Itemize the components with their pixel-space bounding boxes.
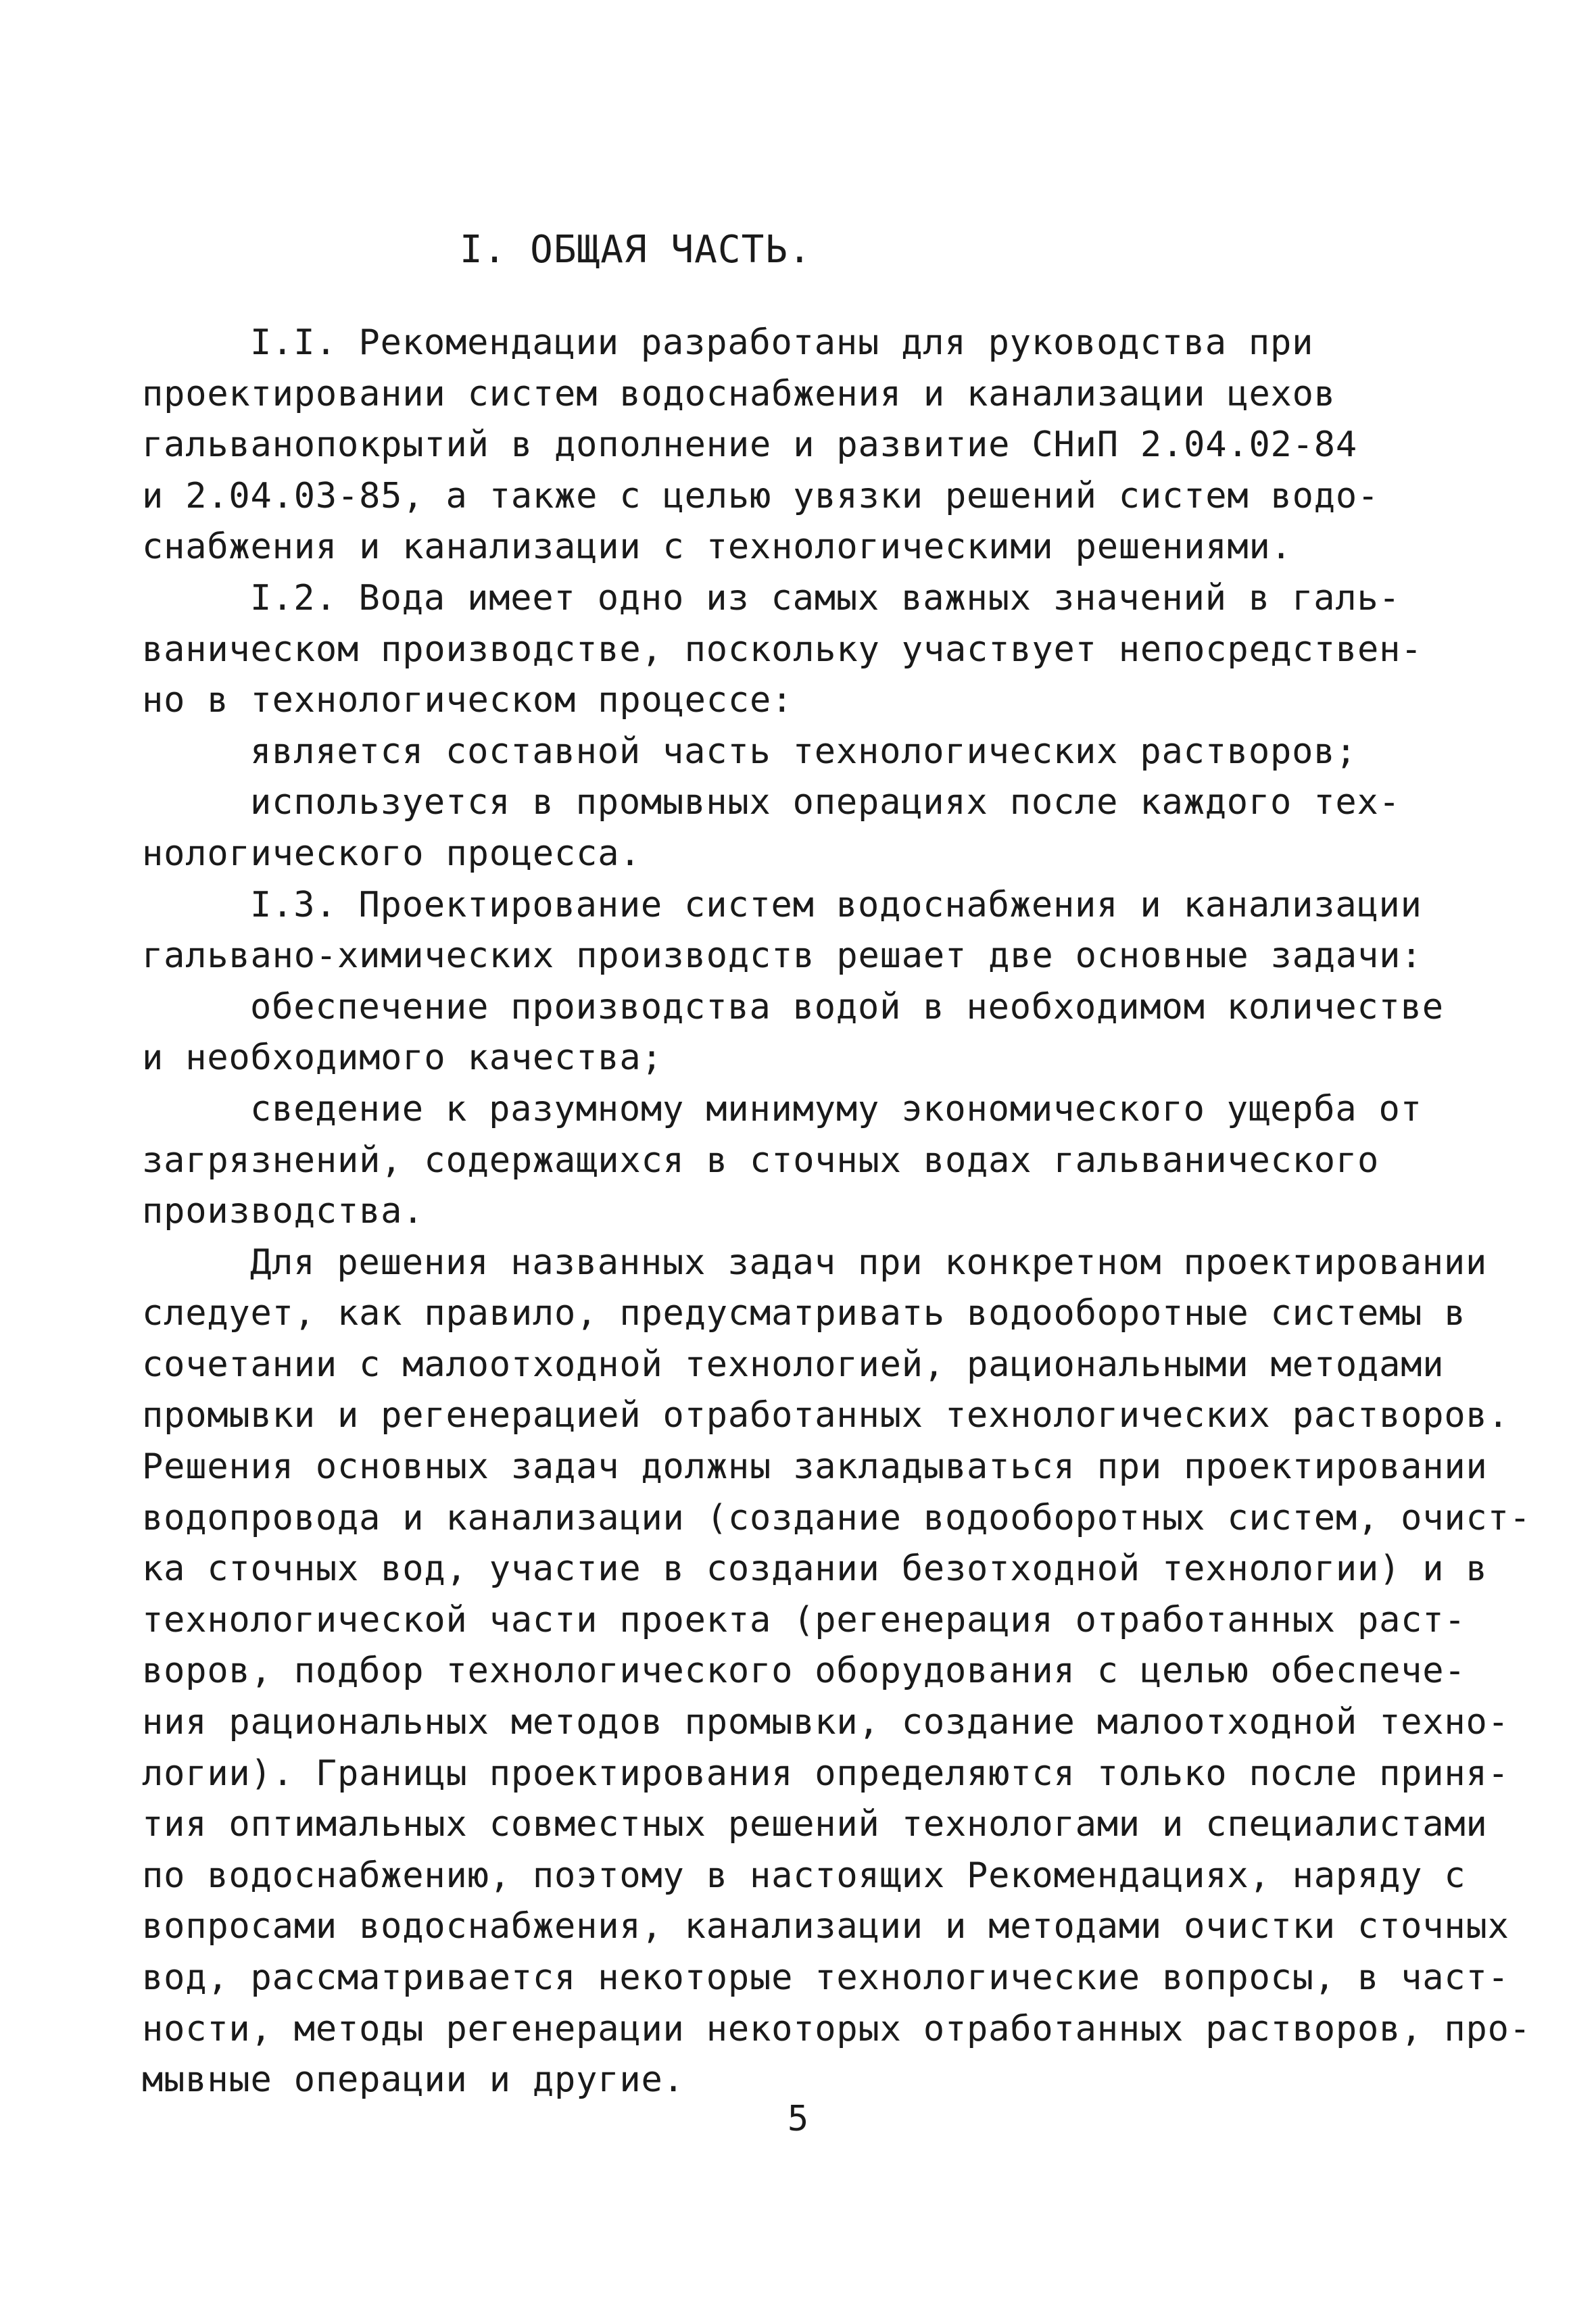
text-line: гальванопокрытий в дополнение и развитие СНиП 2.04.02-84 [142,424,1357,466]
text-line: I.I. Рекомендации разработаны для руководства при [250,322,1314,363]
text-line: логии). Границы проектирования определяются только после приня- [142,1753,1509,1794]
page-number: 5 [787,2099,809,2139]
text-line: вопросами водоснабжения, канализации и методами очистки сточных [142,1906,1509,1947]
text-line: мывные операции и другие. [142,2060,685,2101]
text-line: производства. [142,1191,425,1232]
text-line: ния рациональных методов промывки, создание малоотходной техно- [142,1702,1509,1743]
text-line: I.3. Проектирование систем водоснабжения и канализации [250,884,1422,925]
text-line: используется в промывных операциях после каждого тех- [250,782,1401,823]
text-line: является составной часть технологических растворов; [250,731,1357,772]
text-line: и необходимого качества; [142,1038,663,1079]
section-heading: I. ОБЩАЯ ЧАСТЬ. [460,228,812,272]
text-line: сочетании с малоотходной технологией, рациональными методами [142,1344,1445,1385]
text-line: I.2. Вода имеет одно из самых важных значений в галь- [250,577,1401,618]
text-line: гальвано-химических производств решает две основные задачи: [142,935,1423,977]
text-line: вод, рассматривается некоторые технологические вопросы, в част- [142,1957,1509,1998]
text-line: нологического процесса. [142,833,642,874]
text-line: технологической части проекта (регенерация отработанных раст- [142,1599,1466,1640]
text-line: ваническом производстве, поскольку участвует непосредствен- [142,629,1423,670]
body-text [142,318,1531,2106]
text-line: снабжения и канализации с технологическими решениями. [142,527,1292,568]
text-line: по водоснабжению, поэтому в настоящих Рекомендациях, наряду с [142,1855,1466,1896]
text-line: Для решения названных задач при конкретном проектировании [250,1242,1488,1283]
text-line: тия оптимальных совместных решений технологами и специалистами [142,1804,1488,1845]
text-line: воров, подбор технологического оборудования с целью обеспече- [142,1651,1466,1692]
text-line: и 2.04.03-85, а также с целью увязки решений систем водо- [142,475,1380,516]
text-line: ности, методы регенерации некоторых отработанных растворов, про- [142,2008,1531,2049]
text-line: следует, как правило, предусматривать водооборотные системы в [142,1293,1466,1334]
text-line: загрязнений, содержащихся в сточных водах гальванического [142,1140,1380,1181]
text-line: проектировании систем водоснабжения и канализации цехов [142,373,1336,414]
text-line: но в технологическом процессе: [142,680,794,721]
text-line: ка сточных вод, участие в создании безотходной технологии) и в [142,1549,1488,1590]
text-line: Решения основных задач должны закладываться при проектировании [142,1446,1488,1488]
text-line: промывки и регенерацией отработанных технологических растворов. [142,1395,1509,1436]
text-line: обеспечение производства водой в необходимом количестве [250,986,1444,1027]
text-line: сведение к разумному минимуму экономического ущерба от [250,1088,1422,1129]
text-line: водопровода и канализации (создание водооборотных систем, очист- [142,1497,1531,1538]
